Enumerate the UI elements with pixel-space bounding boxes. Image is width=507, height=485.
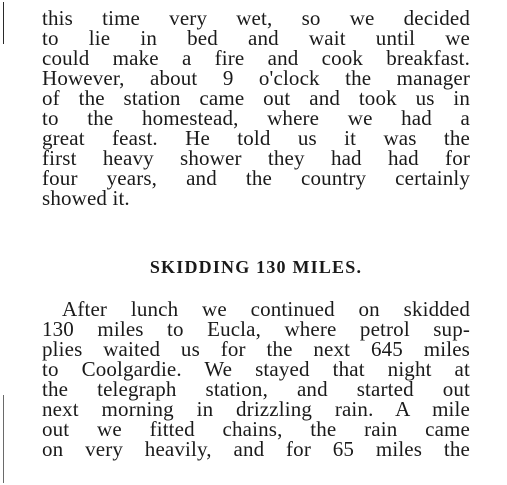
text-line: of the station came out and took us in (42, 86, 470, 110)
text-line: great feast. He told us it was the (42, 126, 470, 150)
column-rule-bottom (3, 395, 4, 483)
text-line: first heavy shower they had had for (42, 146, 470, 170)
text-line: out we fitted chains, the rain came (42, 417, 470, 441)
text-line: However, about 9 o'clock the manager (42, 66, 470, 90)
text-line: the telegraph station, and started out (42, 377, 470, 401)
paragraph-2 (42, 299, 470, 459)
text-line: plies waited us for the next 645 miles (42, 337, 470, 361)
text-line: on very heavily, and for 65 miles the (42, 437, 470, 461)
text-line: to the homestead, where we had a (42, 106, 470, 130)
text-line: could make a fire and cook breakfast. (42, 46, 470, 70)
text-line: After lunch we continued on skidded (62, 297, 470, 321)
text-line: 130 miles to Eucla, where petrol sup- (42, 317, 470, 341)
text-line: this time very wet, so we decided (42, 6, 470, 30)
paragraph-1 (42, 8, 470, 208)
column-rule-top (3, 2, 4, 44)
section-heading: SKIDDING 130 MILES. (149, 257, 363, 277)
text-line: to lie in bed and wait until we (42, 26, 470, 50)
text-line: next morning in drizzling rain. A mile (42, 397, 470, 421)
text-line: showed it. (42, 186, 130, 210)
text-line: to Coolgardie. We stayed that night at (42, 357, 470, 381)
text-line: four years, and the country certainly (42, 166, 470, 190)
